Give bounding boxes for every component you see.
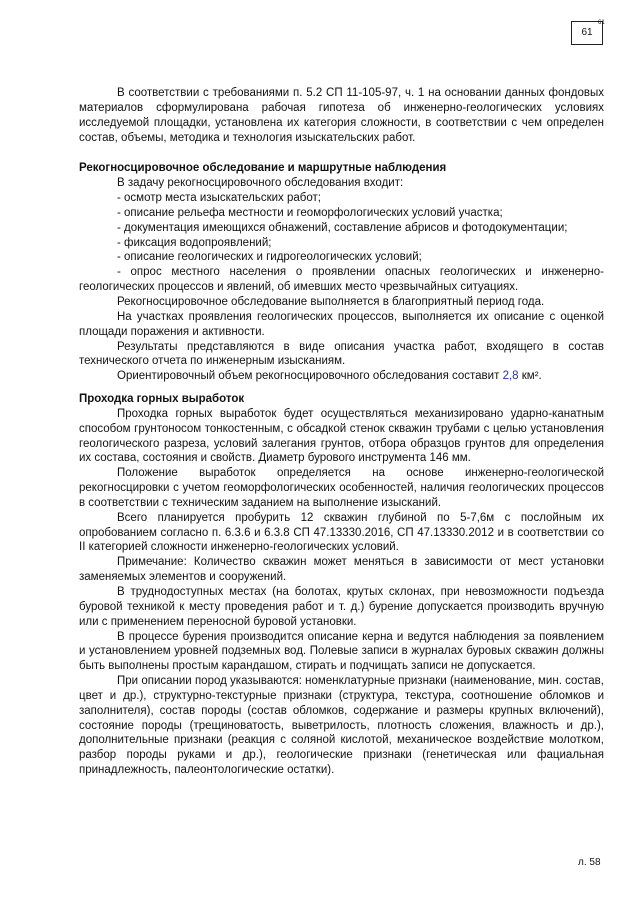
page-number-mark: 61 [598, 20, 605, 26]
recon-processes: На участках проявления геологических процессов, выполняется их описание с оценкой площади поражения и активности. [79, 310, 604, 338]
recon-volume-prefix: Ориентировочный объем рекогносцировочного обследования составит [117, 370, 503, 383]
document-body [79, 86, 604, 778]
recon-item: - опрос местного населения о проявлении опасных геологических и инженерно-геологических процессов и явлений, об имевших место чрезвычайных ситуациях. [79, 266, 604, 294]
recon-volume-unit: км². [518, 370, 542, 383]
recon-item: - документация имеющихся обнажений, составление абрисов и фотодокументации; [117, 221, 568, 234]
recon-lead: В задачу рекогносцировочного обследования входит: [117, 177, 404, 190]
recon-item: - описание геологических и гидрогеологических условий; [117, 251, 422, 264]
intro-paragraph: В соответствии с требованиями п. 5.2 СП 11-105-97, ч. 1 на основании данных фондовых материалов сформулирована рабочая гипотеза об инженерно-геологических условиях исследуемой площадки, установлена их категория сложности, в соответствии с чем определен состав, объемы, методика и технология изыскательских работ. [79, 87, 604, 144]
recon-volume [79, 369, 604, 384]
drilling-paragraph: Положение выработок определяется на основе инженерно-геологической рекогносцировки с учетом геоморфологических особенностей, наличия геологических процессов в соответствии с техническим заданием на выполнение изысканий. [79, 467, 604, 509]
recon-volume-value: 2,8 [502, 370, 519, 383]
recon-heading: Рекогносцировочное обследование и маршрутные наблюдения [79, 162, 447, 175]
recon-results: Результаты представляются в виде описания участка работ, входящего в состав технического отчета по инженерным изысканиям. [79, 340, 604, 368]
recon-item: - описание рельефа местности и геоморфологических условий участка; [117, 206, 503, 219]
drilling-paragraph: Всего планируется пробурить 12 скважин глубиной по 5-7,6м с послойным их опробованием согласно п. 6.3.6 и 6.3.8 СП 47.13330.2016, СП 47.13330.2012 и в соответствии со II категорией сложности инженерно-геологических условий. [79, 511, 604, 554]
recon-item: - фиксация водопроявлений; [117, 236, 272, 249]
drilling-heading: Проходка горных выработок [79, 393, 245, 406]
recon-item: - осмотр места изыскательских работ; [117, 192, 321, 205]
drilling-paragraph: При описании пород указываются: номенклатурные признаки (наименование, мин. состав, цвет и др.), структурно-текстурные признаки (структура, текстура, соотношение обломков и заполнителя), состав породы (состав обломков, содержание и размеры крупных включений), состояние породы (трещиноватость, выветрилость, плотность сложения, влажность и др.), дополнительные признаки (реакция с соляной кислотой, механическое воздействие молотком, разбор породы руками и др.), геологические признаки (генетическая или фациальная принадлежность, палеонтологические остатки). [79, 675, 604, 777]
drilling-paragraph: Примечание: Количество скважин может меняться в зависимости от мест установки заменяемых элементов и сооружений. [79, 556, 604, 584]
page-number-box: 61 [571, 21, 603, 45]
drilling-paragraph: В процессе бурения производится описание керна и ведутся наблюдения за появлением и установлением уровней подземных вод. Полевые записи в журналах буровых скважин должны быть выполнены простым карандашом, стирать и подчищать записи не допускается. [79, 630, 604, 673]
drilling-paragraph: В труднодоступных местах (на болотах, крутых склонах, при невозможности подъезда буровой техникой к месту проведения работ и т. д.) бурение допускается производить вручную или с применением переносной буровой установки. [79, 586, 604, 628]
drilling-paragraph: Проходка горных выработок будет осуществляться механизировано ударно-канатным способом грунтоносом тонкостенным, с обсадкой стенок скважин трубами с целью установления геологического разреза, условий залегания грунтов, отбора образцов грунтов для определения их состава, состояния и свойств. Диаметр бурового инструмента 146 мм. [79, 407, 604, 465]
sheet-number: л. 58 [578, 857, 601, 868]
recon-period: Рекогносцировочное обследование выполняется в благоприятный период года. [117, 295, 545, 308]
